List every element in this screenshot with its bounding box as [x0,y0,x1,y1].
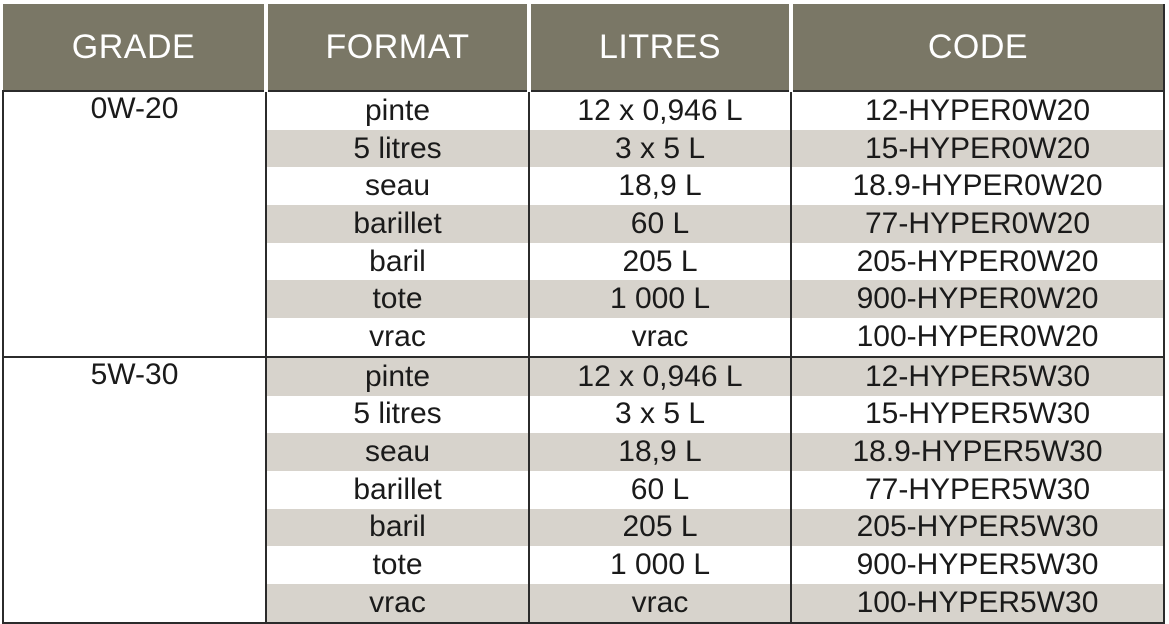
litres-cell: 18,9 L [529,433,791,471]
code-cell: 100-HYPER0W20 [791,318,1164,357]
header-litres: LITRES [529,4,791,91]
code-cell: 12-HYPER0W20 [791,91,1164,130]
code-cell: 205-HYPER0W20 [791,243,1164,281]
litres-cell: 3 x 5 L [529,396,791,434]
code-cell: 100-HYPER5W30 [791,584,1164,623]
code-cell: 18.9-HYPER5W30 [791,433,1164,471]
litres-cell: 205 L [529,509,791,547]
format-cell: seau [266,167,529,205]
table-row [3,91,1164,130]
grade-cell: 0W-20 [3,91,266,357]
code-cell: 205-HYPER5W30 [791,509,1164,547]
format-cell: vrac [266,318,529,357]
litres-cell: 12 x 0,946 L [529,91,791,130]
format-cell: barillet [266,205,529,243]
code-cell: 77-HYPER5W30 [791,471,1164,509]
litres-cell: 18,9 L [529,167,791,205]
code-cell: 900-HYPER5W30 [791,546,1164,584]
litres-cell: 205 L [529,243,791,281]
format-cell: pinte [266,91,529,130]
code-cell: 15-HYPER5W30 [791,396,1164,434]
litres-cell: 1 000 L [529,280,791,318]
code-cell: 77-HYPER0W20 [791,205,1164,243]
table-body [3,91,1164,623]
code-cell: 15-HYPER0W20 [791,130,1164,168]
litres-cell: 3 x 5 L [529,130,791,168]
format-cell: tote [266,280,529,318]
format-cell: barillet [266,471,529,509]
litres-cell: 60 L [529,471,791,509]
litres-cell: 1 000 L [529,546,791,584]
litres-cell: 60 L [529,205,791,243]
format-cell: 5 litres [266,130,529,168]
grade-cell: 5W-30 [3,357,266,623]
litres-cell: vrac [529,584,791,623]
code-cell: 12-HYPER5W30 [791,357,1164,396]
product-table [2,4,1165,624]
format-cell: 5 litres [266,396,529,434]
header-format: FORMAT [266,4,529,91]
header-grade: GRADE [3,4,266,91]
format-cell: tote [266,546,529,584]
product-table-container [2,4,1163,619]
litres-cell: 12 x 0,946 L [529,357,791,396]
header-row [3,4,1164,91]
code-cell: 900-HYPER0W20 [791,280,1164,318]
code-cell: 18.9-HYPER0W20 [791,167,1164,205]
format-cell: seau [266,433,529,471]
format-cell: baril [266,509,529,547]
format-cell: baril [266,243,529,281]
litres-cell: vrac [529,318,791,357]
format-cell: pinte [266,357,529,396]
header-code: CODE [791,4,1164,91]
table-row [3,357,1164,396]
format-cell: vrac [266,584,529,623]
